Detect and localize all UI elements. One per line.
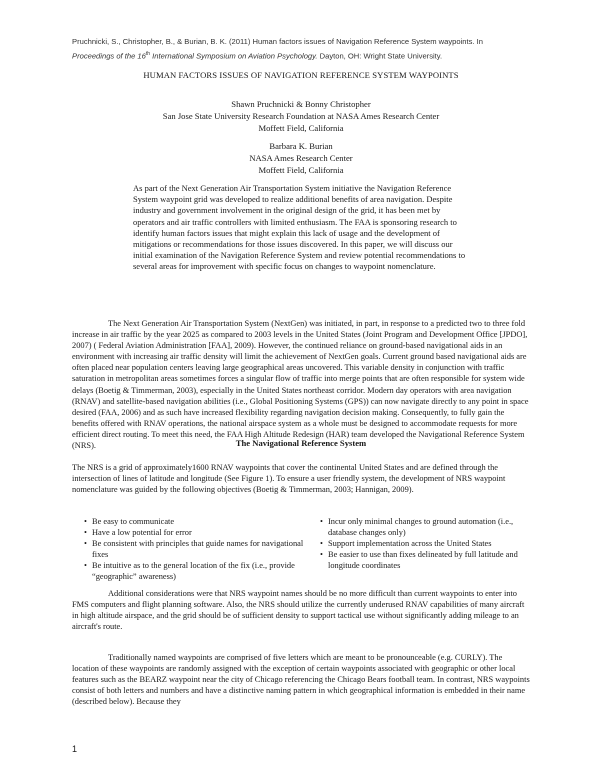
list-item: • Support implementation across the United States <box>320 539 492 549</box>
citation-line-1: Pruchnicki, S., Christopher, B., & Burian, B. K. (2011) Human factors issues of Navigation Reference System waypoints. In <box>72 37 483 46</box>
list-item: • Be easy to communicate <box>84 517 175 526</box>
author-affiliation: NASA Ames Research Center <box>249 153 353 163</box>
bullet-glyph: • <box>84 517 87 526</box>
list-item: • Incur only minimal changes to ground automation (i.e., database changes only) <box>320 517 514 538</box>
list-item: • Be consistent with principles that guide names for navigational fixes <box>84 539 304 560</box>
page-number: 1 <box>72 744 78 754</box>
abstract: As part of the Next Generation Air Transportation System initiative the Navigation Reference System waypoint grid was developed to realize additional benefits of area navigation. Despite industry and government involvement in the original design of the grid, it has been met by operators and air traffic controllers with limited enthusiasm. The FAA is sponsoring research to identify human factors issues that might explain this lack of usage and the development of mitigations or recommendations for those issues discovered. In this paper, we will discuss our initial examination of the Navigation Reference System and review potential recommendations to several areas for improvement with specific focus on changes to waypoint nomenclature. <box>133 183 466 272</box>
bullet-glyph: • <box>320 550 323 560</box>
author-names: Shawn Pruchnicki & Bonny Christopher <box>231 99 371 109</box>
list-item: • Be easier to use than fixes delineated by full latitude and longitude coordinates <box>320 550 518 571</box>
paragraph-traditional: Traditionally named waypoints are comprised of five letters which are meant to be pronounceable (e.g. CURLY). The location of these waypoints are randomly assigned with the exception of certain waypoints associated with geographic or other local features such as the BEARZ waypoint near the city of Chicago referencing the Chicago Bears football team. In contrast, NRS waypoints consist of both letters and numbers and have a distinctive naming pattern in which geographical information is embedded in their name (described below). Because they <box>72 653 530 707</box>
author-block-2 <box>72 140 530 176</box>
intro-paragraph: The Next Generation Air Transportation System (NextGen) was initiated, in part, in response to a predicted two to three fold increase in air traffic by the year 2025 as compared to 2003 levels in the United States (Joint Program and Development Office [JPDO], 2007) ( Federal Aviation Administration [FAA], 2009). However, the continued reliance on ground-based navigational aids in an environment with increasing air traffic density will limit the achievement of NextGen goals. Current ground based navigational aids are often placed near population centers leaving large geographical areas uncovered. This variable density in conjunction with traffic saturation in metropolitan areas sometimes forces a singular flow of traffic into merge points that are often responsible for system wide delays (Boetig & Timmerman, 2003), especially in the United States northeast corridor. Modern day operators with area navigation (RNAV) and satellite-based navigation abilities (i.e., Global Positioning Systems (GPS)) can now navigate directly to any point in space desired (FAA, 2006) and as such have increased flexibility regarding navigation decision making. Consequently, to fully gain the benefits offered with RNAV operations, the national airspace system as a whole must be designed to accommodate requests for more efficient direct routing. To meet this need, the FAA High Altitude Redesign (HAR) team developed the Navigational Reference System (NRS). <box>72 319 529 451</box>
citation-proceedings: Proceedings of the 16 <box>72 51 146 61</box>
author-block-1 <box>72 98 530 134</box>
bullet-glyph: • <box>84 561 87 571</box>
list-item: • Have a low potential for error <box>84 528 192 538</box>
list-item: • Be intuitive as to the general location of the fix (i.e., provide “geographic” awareness) <box>84 561 295 582</box>
objectives-list-left <box>78 516 308 583</box>
citation-header <box>72 36 542 63</box>
section-heading: The Navigational Reference System <box>235 438 367 448</box>
author-location: Moffett Field, California <box>258 123 344 133</box>
citation-location: Dayton, OH: Wright State University. <box>317 51 443 61</box>
author-location: Moffett Field, California <box>258 165 344 175</box>
author-name: Barbara K. Burian <box>269 141 333 151</box>
citation-symposium: International Symposium on Aviation Psychology. <box>150 51 318 61</box>
bullet-glyph: • <box>84 528 87 538</box>
bullet-glyph: • <box>320 539 323 549</box>
paper-title: HUMAN FACTORS ISSUES OF NAVIGATION REFERENCE SYSTEM WAYPOINTS <box>143 70 459 80</box>
nrs-paragraph: The NRS is a grid of approximately1600 RNAV waypoints that cover the continental United States and are defined through the intersection of lines of latitude and longitude (See Figure 1). To ensure a user friendly system, the development of NRS waypoint nomenclature was guided by the following objectives (Boetig & Timmerman, 2003; Hannigan, 2009). <box>72 463 506 495</box>
paragraph-additional: Additional considerations were that NRS waypoint names should be no more difficult than current waypoints to enter into FMS computers and flight planning software. Also, the NRS should utilize the currently underused RNAV capabilities of many aircraft in high altitude airspace, and the grid should be of sufficient density to support tactical use without significantly adding mileage to an aircraft's route. <box>72 589 525 632</box>
objectives-list-right <box>314 516 526 571</box>
bullet-glyph: • <box>320 517 323 526</box>
bullet-glyph: • <box>84 539 87 549</box>
author-affiliation: San Jose State University Research Foundation at NASA Ames Research Center <box>162 111 440 121</box>
citation-line-2 <box>72 48 542 63</box>
citation-superscript: th <box>145 51 151 57</box>
